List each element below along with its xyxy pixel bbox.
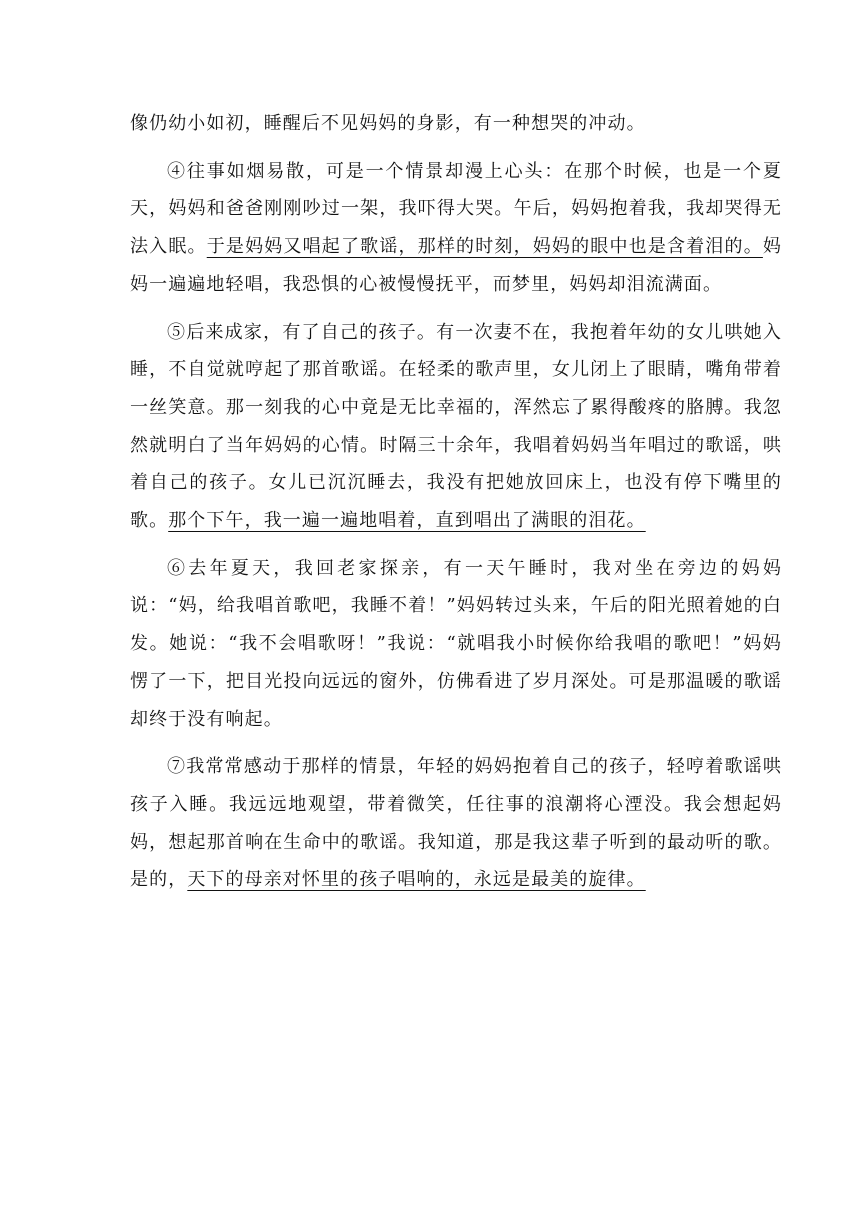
text-segment: ⑦我常常感动于那样的情景，年轻的妈妈抱着自己的孩子，轻哼着歌谣哄孩子入睡。我远远地观望，带着微笑，任往事的浪潮将心湮没。我会想起妈妈，想起那首响在生命中的歌谣。我知道，那是我这辈子听到的最动听的歌。是的， [130, 756, 782, 891]
paragraph-continuation [130, 105, 782, 143]
paragraph-5 [130, 314, 782, 540]
text-segment: ④往事如烟易散，可是一个情景却漫上心头：在那个时候，也是一个夏天，妈妈和爸爸刚刚吵过一架，我吓得大哭。午后，妈妈抱着我，我却哭得无法入眠。 [130, 160, 782, 258]
paragraph-4 [130, 153, 782, 304]
underlined-sentence: 那个下午，我一遍一遍地唱着，直到唱出了满眼的泪花。 [168, 510, 646, 532]
paragraph-7 [130, 748, 782, 899]
underlined-sentence: 于是妈妈又唱起了歌谣，那样的时刻，妈妈的眼中也是含着泪的。 [206, 236, 763, 258]
underlined-sentence: 天下的母亲对怀里的孩子唱响的，永远是最美的旋律。 [187, 869, 646, 891]
text-segment: 妈妈一遍遍地轻唱，我恐惧的心被慢慢抚平，而梦里，妈妈却泪流满面。 [130, 236, 782, 295]
text-segment: ⑤后来成家，有了自己的孩子。有一次妻不在，我抱着年幼的女儿哄她入睡，不自觉就哼起了那首歌谣。在轻柔的歌声里，女儿闭上了眼睛，嘴角带着一丝笑意。那一刻我的心中竟是无比幸福的，浑然忘了累得酸疼的胳膊。我忽然就明白了当年妈妈的心情。时隔三十余年，我唱着妈妈当年唱过的歌谣，哄着自己的孩子。女儿已沉沉睡去，我没有把她放回床上，也没有停下嘴里的歌。 [130, 321, 782, 532]
paragraph-6 [130, 550, 782, 739]
text-segment: ⑥去年夏天，我回老家探亲，有一天午睡时，我对坐在旁边的妈妈说：“妈，给我唱首歌吧，我睡不着！”妈妈转过头来，午后的阳光照着她的白发。她说：“我不会唱歌呀！”我说：“就唱我小时候你给我唱的歌吧！”妈妈愣了一下，把目光投向远远的窗外，仿佛看进了岁月深处。可是那温暖的歌谣却终于没有响起。 [130, 557, 782, 730]
text-segment: 像仍幼小如初，睡醒后不见妈妈的身影，有一种想哭的冲动。 [130, 113, 646, 134]
document-page [130, 105, 782, 909]
